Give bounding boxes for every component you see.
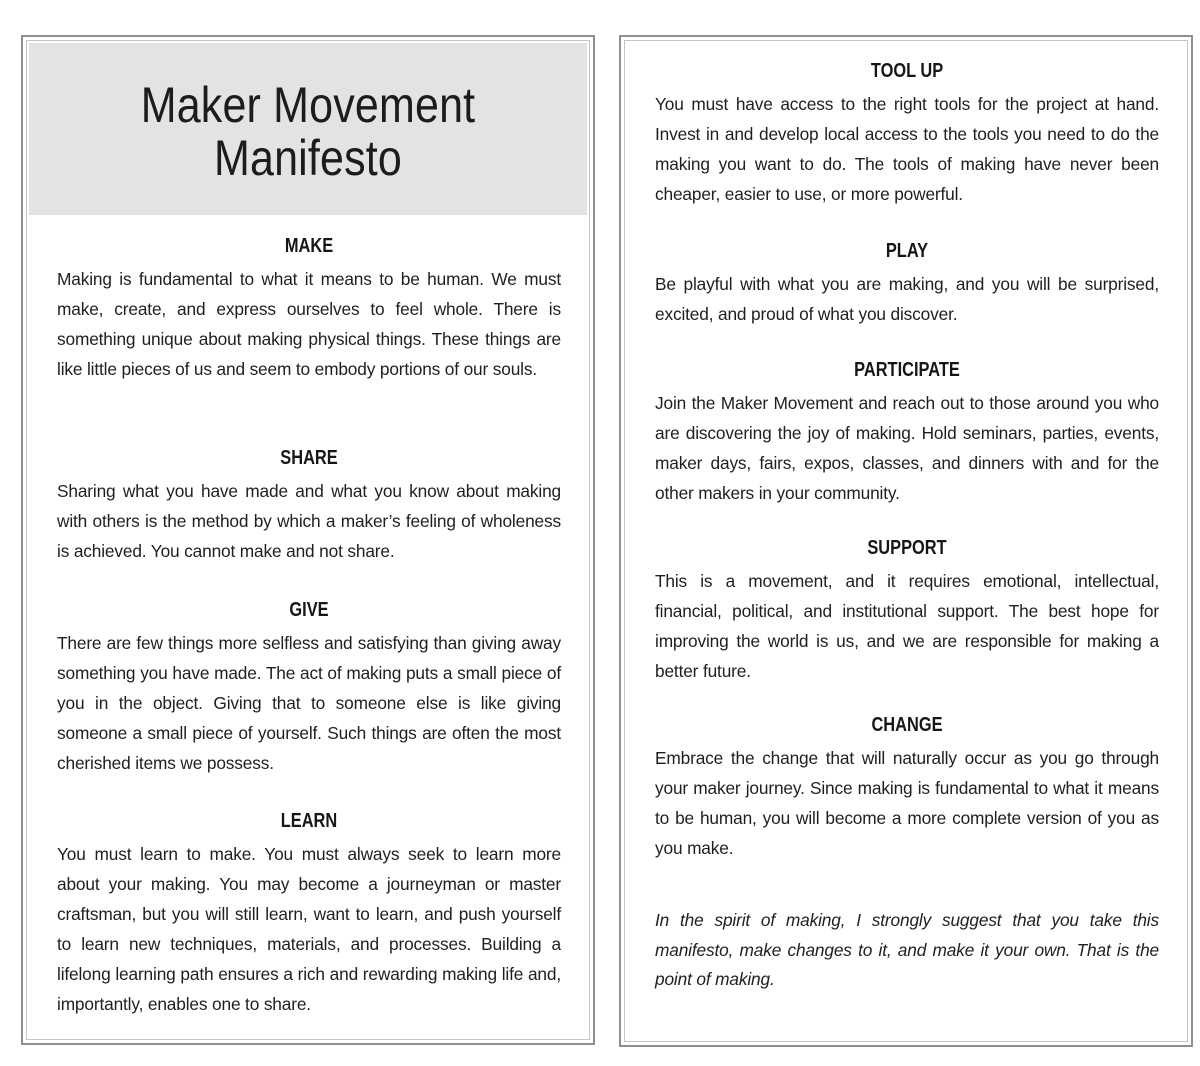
section-heading: LEARN — [280, 810, 338, 832]
section-heading: MAKE — [284, 235, 334, 257]
section-heading: PARTICIPATE — [854, 359, 960, 381]
section-participate — [655, 359, 1159, 508]
section-heading: GIVE — [289, 599, 329, 621]
section-make — [57, 235, 561, 384]
section-play — [655, 240, 1159, 329]
section-text: You must have access to the right tools for the project at hand. Invest in and develop local access to the tools you need to do the making you want to do. The tools of making have never been cheaper, easier to use, or more powerful. — [655, 94, 1159, 204]
title-band — [29, 43, 587, 215]
section-heading: SUPPORT — [867, 537, 947, 559]
section-heading: TOOL UP — [870, 60, 944, 82]
section-text: Embrace the change that will naturally occur as you go through your maker journey. Since making is fundamental to what it means to be human, you will become a more complete version of you as you make. — [655, 748, 1159, 858]
section-learn — [57, 810, 561, 1019]
section-change — [655, 714, 1159, 863]
page-title: Maker Movement Manifesto — [140, 77, 476, 186]
section-heading: CHANGE — [871, 714, 943, 736]
closing-text: In the spirit of making, I strongly suggest that you take this manifesto, make changes to it, and make it your own. That is the point of making. — [655, 910, 1159, 989]
section-text: There are few things more selfless and satisfying than giving away something you have made. The act of making puts a small piece of you in the object. Giving that to someone else is like giving someone a small piece of yourself. Such things are often the most cherished items we possess. — [57, 633, 561, 773]
section-text: Sharing what you have made and what you know about making with others is the method by which a maker’s feeling of wholeness is achieved. You cannot make and not share. — [57, 481, 561, 561]
section-heading: SHARE — [280, 447, 338, 469]
manifesto-right-card — [619, 35, 1193, 1047]
section-heading: PLAY — [885, 240, 929, 262]
section-tool-up — [655, 60, 1159, 209]
section-text: This is a movement, and it requires emotional, intellectual, financial, political, and institutional support. The best hope for improving the world is us, and we are responsible for making a better future. — [655, 571, 1159, 681]
section-support — [655, 537, 1159, 686]
section-share — [57, 447, 561, 566]
section-text: You must learn to make. You must always seek to learn more about your making. You may become a journeyman or master craftsman, but you will still learn, want to learn, and push yourself to learn new techniques, materials, and processes. Building a lifelong learning path ensures a rich and rewarding making life and, importantly, enables one to share. — [57, 844, 561, 1014]
closing-note — [655, 906, 1159, 995]
section-give — [57, 599, 561, 778]
section-text: Join the Maker Movement and reach out to those around you who are discovering the joy of making. Hold seminars, parties, events, maker days, fairs, expos, classes, and dinners with and for the other makers in your community. — [655, 393, 1159, 503]
section-text: Be playful with what you are making, and you will be surprised, excited, and proud of what you discover. — [655, 274, 1159, 324]
manifesto-left-card — [21, 35, 595, 1045]
section-text: Making is fundamental to what it means to be human. We must make, create, and express ourselves to feel whole. There is something unique about making physical things. These things are like little pieces of us and seem to embody portions of our souls. — [57, 269, 561, 379]
